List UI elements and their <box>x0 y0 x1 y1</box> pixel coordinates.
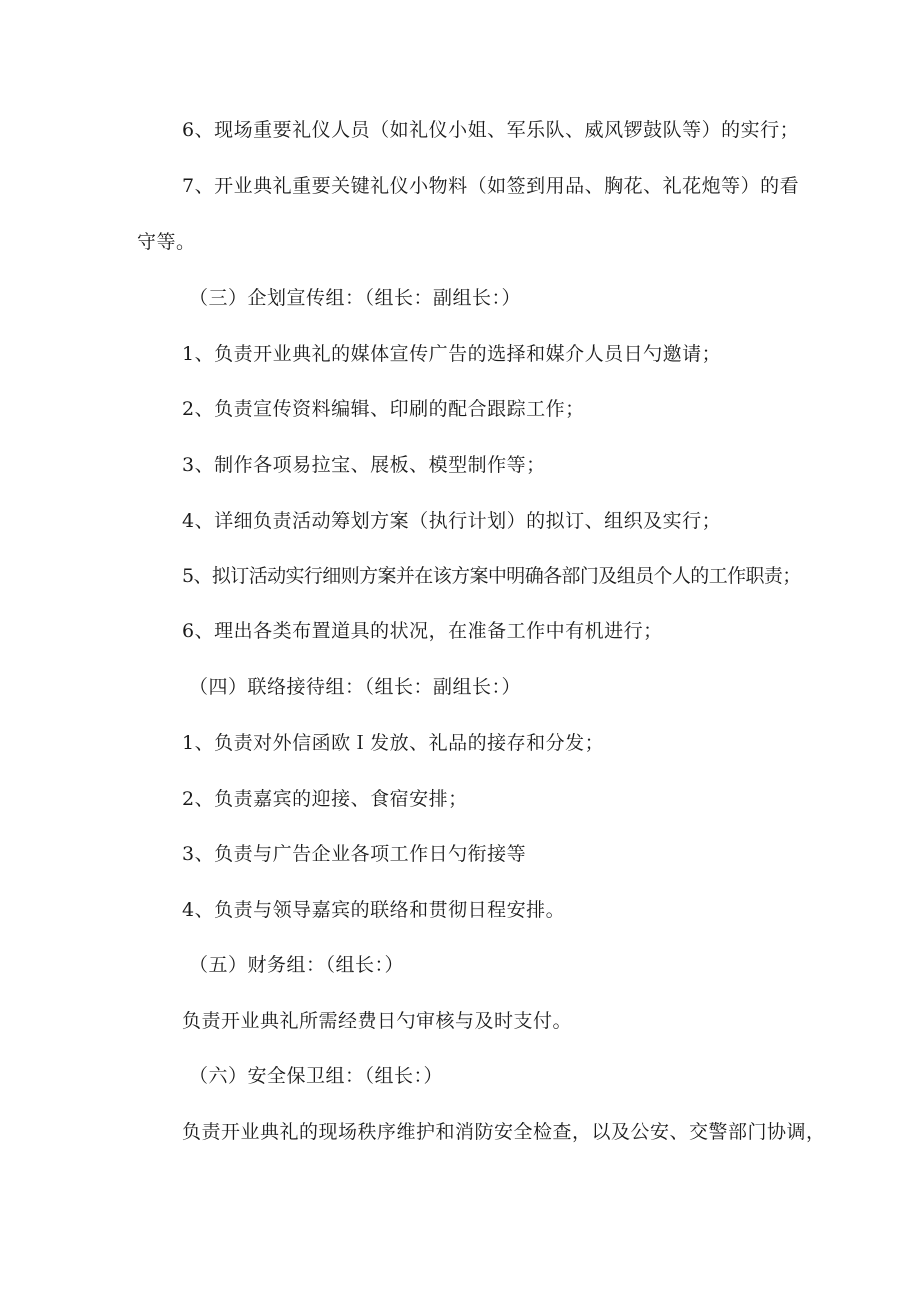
list-item: 1、负责开业典礼的媒体宣传广告的选择和媒介人员日勺邀请； <box>182 343 722 365</box>
list-item: 6、理出各类布置道具的状况，在准备工作中有机进行； <box>182 620 663 642</box>
section-heading: （四）联络接待组：（组长：副组长：） <box>189 676 522 698</box>
list-item: 5、拟订活动实行细则方案并在该方案中明确各部门及组员个人的工作职责； <box>182 565 801 587</box>
list-item: 2、负责宣传资料编辑、印刷的配合跟踪工作； <box>182 398 585 420</box>
list-item: 7、开业典礼重要关键礼仪小物料（如签到用品、胸花、礼花炮等）的看 <box>182 175 800 197</box>
list-item-continuation: 守等。 <box>137 231 196 253</box>
list-item: 3、负责与广告企业各项工作日勺衔接等 <box>182 843 527 865</box>
list-item: 2、负责嘉宾的迎接、食宿安排； <box>182 788 468 810</box>
list-item: 6、现场重要礼仪人员（如礼仪小姐、军乐队、威风锣鼓队等）的实行； <box>182 119 800 141</box>
section-heading: （六）安全保卫组：（组长：） <box>189 1065 444 1087</box>
section-heading: （五）财务组：（组长：） <box>189 954 405 976</box>
paragraph: 负责开业典礼的现场秩序维护和消防安全检查，以及公安、交警部门协调， <box>182 1121 826 1143</box>
list-item: 4、详细负责活动筹划方案（执行计划）的拟订、组织及实行； <box>182 510 722 532</box>
paragraph: 负责开业典礼所需经费日勺审核与及时支付。 <box>182 1010 573 1032</box>
list-item: 1、负责对外信函欧Ｉ发放、礼品的接存和分发； <box>182 732 605 754</box>
section-heading: （三）企划宣传组：（组长：副组长：） <box>189 287 522 309</box>
list-item: 4、负责与领导嘉宾的联络和贯彻日程安排。 <box>182 899 566 921</box>
list-item: 3、制作各项易拉宝、展板、模型制作等； <box>182 454 546 476</box>
